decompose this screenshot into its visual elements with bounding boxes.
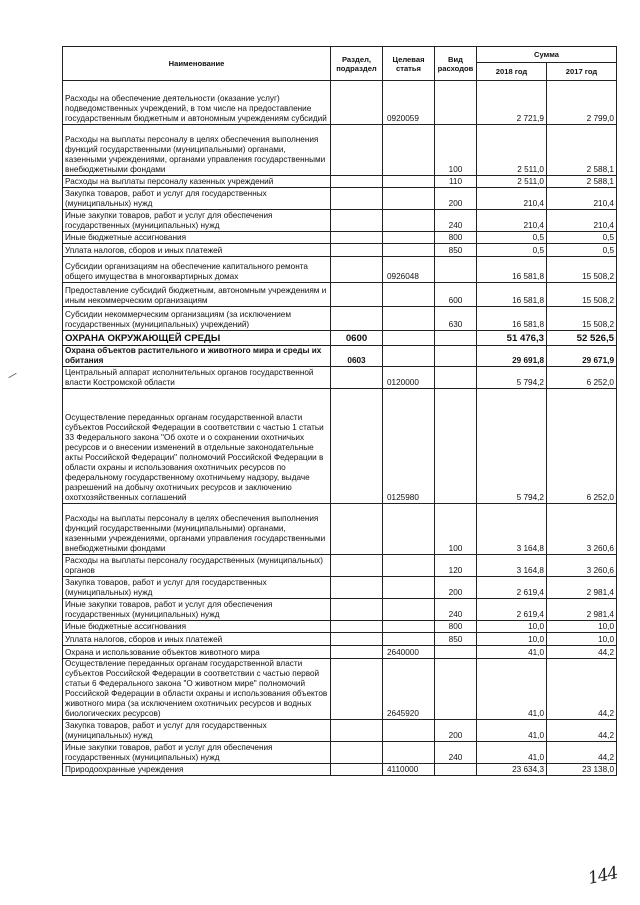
table-row [63,210,617,232]
table-row [63,257,617,283]
table-row [63,283,617,307]
cell-sum-2018: 51 476,3 [477,331,547,346]
budget-table [62,46,617,776]
cell-sum-2017: 6 252,0 [547,389,617,504]
cell-sum-2018: 10,0 [477,633,547,646]
cell-section [331,659,383,720]
cell-expense-type: 200 [435,577,477,599]
cell-sum-2018: 2 511,0 [477,176,547,188]
table-row [63,659,617,720]
cell-expense-type [435,367,477,389]
cell-section [331,599,383,621]
table-row [63,633,617,646]
cell-name: Расходы на выплаты персоналу казенных учреждений [63,176,331,188]
cell-target [383,742,435,764]
header-name: Наименование [63,47,331,81]
cell-target [383,331,435,346]
header-year-2018: 2018 год [477,63,547,81]
cell-sum-2017: 3 260,6 [547,504,617,555]
cell-name: Охрана объектов растительного и животного мира и среды их обитания [63,346,331,367]
cell-name: Закупка товаров, работ и услуг для государственных (муниципальных) нужд [63,720,331,742]
cell-sum-2018: 2 511,0 [477,125,547,176]
table-body [63,81,617,776]
cell-section [331,125,383,176]
table-row [63,125,617,176]
table-row [63,367,617,389]
table-row [63,646,617,659]
cell-expense-type: 800 [435,232,477,244]
cell-section [331,742,383,764]
cell-sum-2017: 44,2 [547,659,617,720]
margin-mark [8,373,16,378]
cell-sum-2017: 2 981,4 [547,599,617,621]
cell-section [331,244,383,257]
table-row [63,81,617,125]
cell-sum-2018: 2 619,4 [477,599,547,621]
cell-target [383,720,435,742]
cell-name: Расходы на обеспечение деятельности (оказание услуг) подведомственных учреждений, в том числе на предоставление государственным бюджетным и автономным учреждениям субсидий [63,81,331,125]
cell-target [383,307,435,331]
cell-name: Иные закупки товаров, работ и услуг для обеспечения государственных (муниципальных) нужд [63,599,331,621]
table-row [63,176,617,188]
cell-name: Осуществление переданных органам государственной власти субъектов Российской Федерации в соответствии с частью первой статьи 6 Федерального закона "О животном мире" полномочий Российской Федерации в области охраны и использования объектов животного мира (за исключением охотничьих ресурсов и водных биологических ресурсов) [63,659,331,720]
cell-sum-2018: 2 619,4 [477,577,547,599]
cell-name: Уплата налогов, сборов и иных платежей [63,244,331,257]
cell-target [383,188,435,210]
cell-sum-2018: 3 164,8 [477,504,547,555]
cell-expense-type: 120 [435,555,477,577]
cell-sum-2017: 44,2 [547,720,617,742]
cell-name: Иные бюджетные ассигнования [63,232,331,244]
cell-name: Осуществление переданных органам государственной власти субъектов Российской Федерации в соответствии с частью 1 статьи 33 Федерального закона "Об охоте и о сохранении охотничьих ресурсов и о внесении изменений в отдельные законодательные акты Российской Федерации" полномочий Российской Федерации в области охраны и использования охотничьих ресурсов по федеральному государственному охотничьему надзору, выдаче разрешений на добычу охотничьих ресурсов и заключению охотхозяйственных соглашений [63,389,331,504]
cell-section [331,633,383,646]
cell-name: Закупка товаров, работ и услуг для государственных (муниципальных) нужд [63,188,331,210]
cell-name: Центральный аппарат исполнительных органов государственной власти Костромской области [63,367,331,389]
cell-expense-type [435,81,477,125]
cell-expense-type: 200 [435,188,477,210]
cell-section [331,621,383,633]
header-section: Раздел, подраздел [331,47,383,81]
table-row [63,331,617,346]
cell-sum-2018: 41,0 [477,742,547,764]
cell-sum-2018: 3 164,8 [477,555,547,577]
cell-section [331,646,383,659]
cell-sum-2017: 2 981,4 [547,577,617,599]
cell-sum-2017: 0,5 [547,232,617,244]
cell-target: 0120000 [383,367,435,389]
cell-target: 2645920 [383,659,435,720]
cell-target: 0920059 [383,81,435,125]
cell-target [383,504,435,555]
cell-expense-type: 240 [435,210,477,232]
table-row [63,599,617,621]
cell-sum-2017: 210,4 [547,188,617,210]
cell-target [383,176,435,188]
cell-target [383,621,435,633]
cell-sum-2017: 15 508,2 [547,257,617,283]
cell-expense-type: 630 [435,307,477,331]
cell-expense-type: 110 [435,176,477,188]
cell-sum-2017: 6 252,0 [547,367,617,389]
cell-name: Уплата налогов, сборов и иных платежей [63,633,331,646]
table-row [63,244,617,257]
cell-sum-2017: 15 508,2 [547,283,617,307]
cell-sum-2018: 210,4 [477,188,547,210]
cell-target [383,283,435,307]
cell-name: Природоохранные учреждения [63,764,331,776]
cell-sum-2018: 10,0 [477,621,547,633]
cell-name: Иные закупки товаров, работ и услуг для обеспечения государственных (муниципальных) нужд [63,210,331,232]
cell-sum-2018: 41,0 [477,646,547,659]
cell-target [383,346,435,367]
table-row [63,346,617,367]
cell-expense-type: 100 [435,504,477,555]
cell-expense-type: 600 [435,283,477,307]
cell-target: 4110000 [383,764,435,776]
cell-section [331,389,383,504]
table-row [63,555,617,577]
cell-target [383,244,435,257]
cell-section [331,307,383,331]
cell-sum-2017: 29 671,9 [547,346,617,367]
cell-sum-2018: 2 721,9 [477,81,547,125]
cell-sum-2018: 16 581,8 [477,257,547,283]
cell-expense-type [435,646,477,659]
cell-target [383,555,435,577]
cell-section [331,176,383,188]
cell-expense-type: 850 [435,244,477,257]
cell-sum-2018: 5 794,2 [477,367,547,389]
cell-section [331,555,383,577]
page-number: 144 [586,863,620,889]
header-target: Целевая статья [383,47,435,81]
cell-sum-2017: 3 260,6 [547,555,617,577]
cell-sum-2017: 44,2 [547,742,617,764]
cell-section: 0600 [331,331,383,346]
cell-section [331,720,383,742]
cell-section [331,283,383,307]
cell-sum-2018: 41,0 [477,720,547,742]
cell-section: 0603 [331,346,383,367]
table-row [63,504,617,555]
cell-expense-type [435,257,477,283]
cell-sum-2017: 52 526,5 [547,331,617,346]
cell-expense-type: 800 [435,621,477,633]
cell-sum-2017: 15 508,2 [547,307,617,331]
cell-name: Предоставление субсидий бюджетным, автономным учреждениям и иным некоммерческим организациям [63,283,331,307]
cell-sum-2018: 23 634,3 [477,764,547,776]
cell-name: Расходы на выплаты персоналу государственных (муниципальных) органов [63,555,331,577]
cell-target [383,633,435,646]
table-row [63,742,617,764]
table-row [63,764,617,776]
cell-name: Иные бюджетные ассигнования [63,621,331,633]
cell-sum-2017: 2 588,1 [547,125,617,176]
cell-section [331,367,383,389]
cell-target [383,210,435,232]
cell-section [331,577,383,599]
cell-section [331,504,383,555]
cell-sum-2017: 0,5 [547,244,617,257]
header-expense-type: Вид расходов [435,47,477,81]
cell-name: Закупка товаров, работ и услуг для государственных (муниципальных) нужд [63,577,331,599]
cell-target [383,232,435,244]
table-row [63,577,617,599]
cell-name: Охрана и использование объектов животного мира [63,646,331,659]
cell-section [331,257,383,283]
cell-section [331,232,383,244]
cell-sum-2017: 210,4 [547,210,617,232]
cell-section [331,210,383,232]
cell-sum-2017: 23 138,0 [547,764,617,776]
cell-expense-type [435,346,477,367]
cell-sum-2017: 44,2 [547,646,617,659]
cell-expense-type [435,331,477,346]
cell-sum-2017: 10,0 [547,621,617,633]
cell-name: Субсидии некоммерческим организациям (за исключением государственных (муниципальных) учреждений) [63,307,331,331]
cell-expense-type: 100 [435,125,477,176]
cell-sum-2018: 16 581,8 [477,283,547,307]
cell-expense-type: 200 [435,720,477,742]
cell-name: Иные закупки товаров, работ и услуг для обеспечения государственных (муниципальных) нужд [63,742,331,764]
cell-sum-2018: 16 581,8 [477,307,547,331]
cell-target: 2640000 [383,646,435,659]
cell-sum-2018: 41,0 [477,659,547,720]
cell-expense-type: 850 [435,633,477,646]
cell-target: 0926048 [383,257,435,283]
table-row [63,389,617,504]
cell-expense-type [435,659,477,720]
cell-expense-type: 240 [435,599,477,621]
cell-expense-type [435,389,477,504]
cell-expense-type [435,764,477,776]
cell-name: Расходы на выплаты персоналу в целях обеспечения выполнения функций государственными (муниципальными) органами, казенными учреждениями, органами управления государственными внебюджетными фондами [63,504,331,555]
cell-expense-type: 240 [435,742,477,764]
cell-target [383,599,435,621]
cell-name: Субсидии организациям на обеспечение капитального ремонта общего имущества в многоквартирных домах [63,257,331,283]
cell-sum-2018: 210,4 [477,210,547,232]
cell-target: 0125980 [383,389,435,504]
cell-target [383,125,435,176]
cell-sum-2018: 0,5 [477,244,547,257]
table-row [63,188,617,210]
table-row [63,307,617,331]
header-sum: Сумма [477,47,617,63]
cell-sum-2017: 2 799,0 [547,81,617,125]
table-row [63,621,617,633]
header-year-2017: 2017 год [547,63,617,81]
cell-section [331,764,383,776]
cell-section [331,188,383,210]
cell-sum-2018: 0,5 [477,232,547,244]
cell-name: ОХРАНА ОКРУЖАЮЩЕЙ СРЕДЫ [63,331,331,346]
cell-sum-2017: 10,0 [547,633,617,646]
cell-sum-2017: 2 588,1 [547,176,617,188]
cell-sum-2018: 5 794,2 [477,389,547,504]
cell-target [383,577,435,599]
cell-section [331,81,383,125]
cell-name: Расходы на выплаты персоналу в целях обеспечения выполнения функций государственными (муниципальными) органами, казенными учреждениями, органами управления государственными внебюджетными фондами [63,125,331,176]
cell-sum-2018: 29 691,8 [477,346,547,367]
table-row [63,232,617,244]
table-row [63,720,617,742]
